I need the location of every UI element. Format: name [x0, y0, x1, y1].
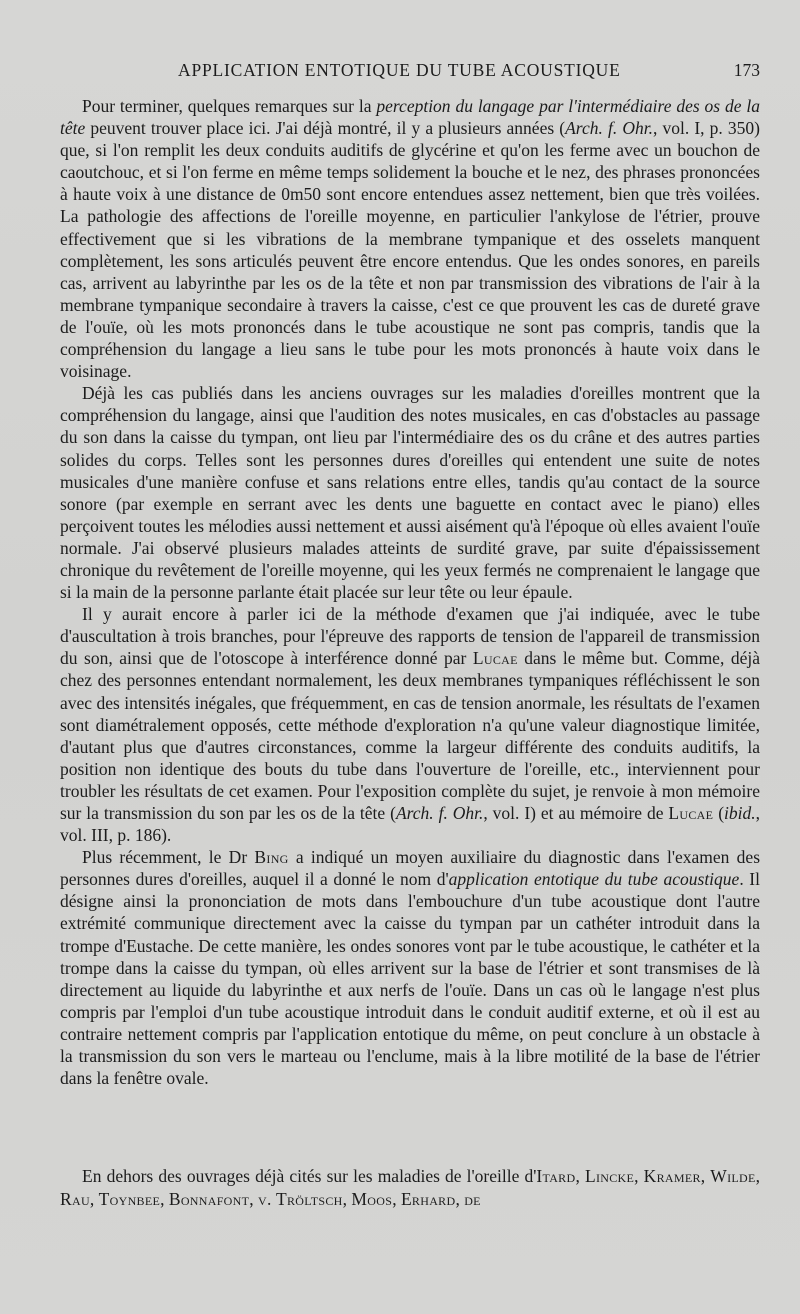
text-run: En dehors des ouvrages déjà cités sur les maladies de l'oreille d': [82, 1166, 537, 1186]
author-name: Lucae: [472, 648, 518, 669]
italic-phrase: perception du langage par l'intermédiaire des os de la tête: [60, 96, 760, 139]
citation-italic: ibid.: [724, 803, 756, 823]
text-run: (: [713, 803, 725, 823]
text-run: Plus récemment, le Dr: [82, 847, 255, 868]
author-name: Lincke: [584, 1166, 635, 1186]
text-run: , vol. I) et au mémoire de: [483, 803, 669, 823]
text-run: . Il désigne ainsi la prononciation de mots dans l'embouchure d'un tube acoustique dont l'autre extrémité communique directement avec la caisse du tympan par un cathéter introduit dans la trompe d'Eustache. De cette manière, les ondes sonores vont par le tube acoustique, le cathéter et la trompe dans la caisse du tympan, où elles arrivent sur la base de l'étrier et sont transmises de là directement au liquide du labyrinthe et aux nerfs de l'ouïe. Dans un cas où le langage n'est plus compris par l'emploi d'un tube acoustique introduit dans le conduit auditif externe, et où il est au contraire nettement compris par l'application entotique du même, on peut conclure à un obstacle à la transmission du son vers le marteau ou l'enclume, mais à la libre motilité de la base de l'étrier dans la fenêtre ovale.: [60, 869, 760, 1089]
page-number: 173: [733, 60, 760, 80]
text-run: , vol. I, p. 350) que, si l'on remplit les deux conduits auditifs de glycérine et qu'on les ferme avec un bouchon de caoutchouc, et si l'on ferme en même temps solidement la bouche et le nez, des phrases prononcées à haute voix à une distance de 0m50 sont encore entendues assez nettement, bien que très voilées. La pathologie des affections de l'oreille moyenne, en particulier l'ankylose de l'étrier, prouve effectivement que si les vibrations de la membrane tympanique et des osselets manquent complètement, les sons articulés peuvent être encore entendus. Que les ondes sonores, en pareils cas, arrivent au labyrinthe par les os de la tête et non par transmission des vibrations de l'air à la membrane tympanique secondaire à travers la caisse, c'est ce que prouvent les cas de dureté grave de l'ouïe, où les mots prononcés dans le tube acoustique ne sont pas compris, tandis que la compréhension du langage a lieu sans le tube pour les mots prononcés à haute voix dans le voisinage.: [60, 118, 760, 382]
author-name: Erhard: [400, 1189, 456, 1209]
running-title: APPLICATION ENTOTIQUE DU TUBE ACOUSTIQUE: [178, 60, 621, 80]
text-run: Pour terminer, quelques remarques sur la: [82, 96, 377, 116]
page-header: [60, 60, 760, 86]
text-run: dans le même but. Comme, déjà chez des personnes entendant normalement, les deux membranes tympaniques réfléchissent le son avec des intensités inégales, que fréquemment, en cas de tension anormale, les résultats de l'examen sont diamétralement opposés, cette méthode d'exploration n'a qu'une valeur diagnostique limitée, d'autant plus que d'autres circonstances, comme la largeur différente des conduits auditifs, la position non identique des bouts du tube dans l'ouverture de l'oreille, etc., interviennent pour troubler les résultats de cet examen. Pour l'exposition complète du sujet, je renvoie à mon mémoire sur la transmission du son par les os de la tête (: [60, 648, 760, 823]
paragraph-3: [60, 603, 760, 846]
author-name: v. Tröltsch: [257, 1189, 343, 1209]
paragraph-4: [60, 846, 760, 1089]
author-name: Kramer: [643, 1166, 701, 1186]
author-name: Lucae: [668, 803, 714, 823]
bibliography-paragraph: En dehors des ouvrages déjà cités sur les maladies de l'oreille d'Itard, Lincke, Kramer, Wilde, Rau, Toynbee, Bonnafont, v. Tröltsch, Moos, Erhard, de: [60, 1166, 761, 1209]
text-run: peuvent trouver place ici. J'ai déjà montré, il y a plusieurs années (: [85, 118, 566, 139]
citation-italic: Arch. f. Ohr.: [565, 118, 653, 139]
bibliography-section: [60, 1165, 760, 1211]
author-name: Bing: [254, 847, 289, 868]
author-name: Wilde: [710, 1166, 756, 1186]
author-name: Toynbee: [98, 1189, 161, 1209]
text-run: Il y aurait encore à parler ici de la méthode d'examen que j'ai indiquée, avec le tube d'auscultation à trois branches, pour l'épreuve des rapports de tension de l'appareil de transmission du son, ainsi que de l'otoscope à interférence donné par: [60, 604, 760, 669]
italic-phrase: application entotique du tube acoustique: [448, 869, 740, 890]
body-text: [60, 95, 760, 1089]
citation-italic: Arch. f. Ohr.: [395, 803, 484, 823]
author-name: Bonnafont: [168, 1189, 250, 1209]
author-name: Itard: [536, 1166, 576, 1186]
text-run: de: [464, 1189, 481, 1209]
text-run: a indiqué un moyen auxiliaire du diagnostic dans l'examen des personnes dures d'oreilles, auquel il a donné le nom d': [60, 847, 761, 890]
paragraph-1: [60, 95, 760, 382]
paragraph-2: Déjà les cas publiés dans les anciens ouvrages sur les maladies d'oreilles montrent que la compréhension du langage, ainsi que l'audition des notes musicales, en cas d'obstacles au passage du son dans la caisse du tympan, ont lieu par l'intermédiaire des os du crâne et des autres parties solides du corps. Telles sont les personnes dures d'oreilles qui entendent une suite de notes musicales d'une manière confuse et sans relations entre elles, tandis qu'au contact de la source sonore (par exemple en serrant avec les dents une baguette en contact avec le piano) elles perçoivent toutes les mélodies aussi nettement et aussi aisément qu'à l'époque où elles avaient l'ouïe normale. J'ai observé plusieurs malades atteints de surdité grave, par suite d'épaississement chronique du revêtement de l'oreille moyenne, qui les yeux fermés ne comprenaient le langage que si la main de la personne parlante était placée sur leur tête ou leur épaule.: [60, 383, 760, 603]
author-name: Moos: [351, 1189, 393, 1209]
text-run: , vol. III, p. 186).: [60, 803, 761, 846]
author-name: Rau: [60, 1189, 90, 1209]
